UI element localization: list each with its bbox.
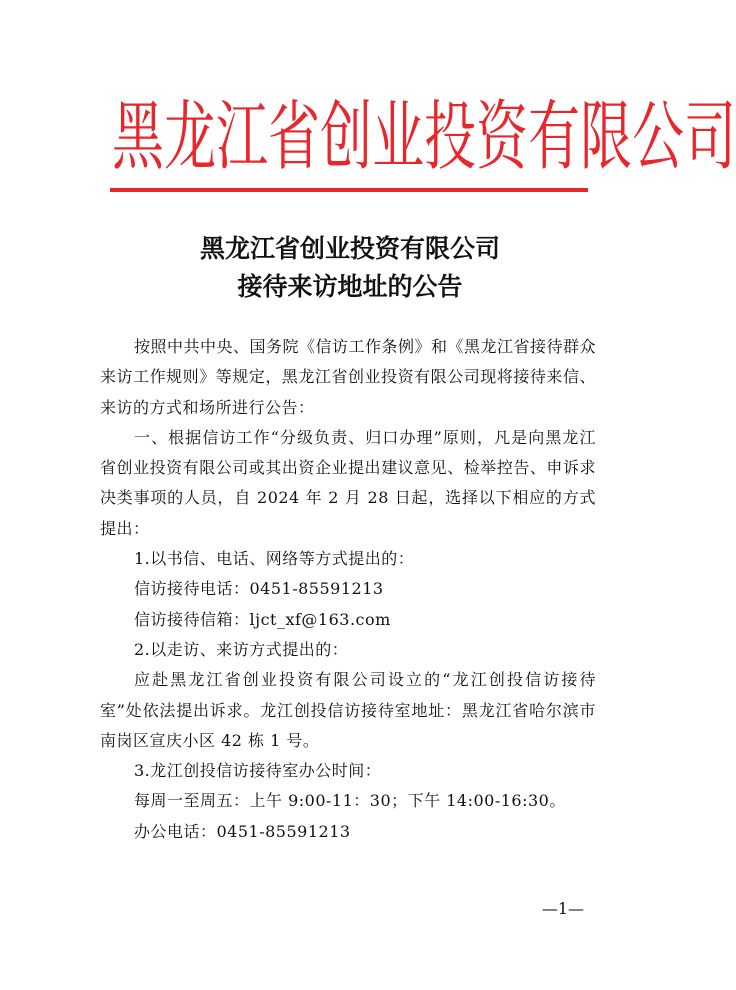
principle-paragraph: 一、根据信访工作“分级负责、归口办理”原则，凡是向黑龙江省创业投资有限公司或其出资企业提出建议意见、检举控告、申诉求决类事项的人员，自 2024 年 2 月 28 日起，选择以下相应的方式提出：	[100, 427, 596, 538]
item-3-heading: 3.龙江创投信访接待室办公时间：	[134, 761, 382, 781]
letterhead-char: 限	[580, 94, 633, 182]
letterhead-char: 黑	[112, 94, 165, 182]
document-title-line-2: 接待来访地址的公告	[237, 272, 463, 301]
letterhead-char: 创	[320, 94, 373, 182]
document-title-line-1: 黑龙江省创业投资有限公司	[199, 234, 500, 263]
letterhead-char: 业	[372, 94, 425, 182]
letterhead-char: 司	[684, 94, 736, 182]
letterhead-company-name	[112, 94, 736, 182]
office-hours-line: 每周一至周五：上午 9:00-11：30；下午 14:00-16:30。	[134, 791, 566, 811]
letterhead-char: 省	[268, 94, 321, 182]
visit-address-paragraph: 应赴黑龙江省创业投资有限公司设立的“龙江创投信访接待室”处依法提出诉求。龙江创投信访接待室地址：黑龙江省哈尔滨市南岗区宣庆小区 42 栋 1 号。	[100, 670, 596, 750]
item-2-heading: 2.以走访、来访方式提出的：	[134, 639, 349, 659]
letterhead-char: 江	[216, 94, 269, 182]
intro-paragraph: 按照中共中央、国务院《信访工作条例》和《黑龙江省接待群众来访工作规则》等规定，黑龙江省创业投资有限公司现将接待来信、来访的方式和场所进行公告：	[100, 337, 597, 417]
letterhead-char: 公	[632, 94, 685, 182]
letterhead-char: 资	[476, 94, 529, 182]
letterhead-char: 投	[424, 94, 477, 182]
reception-phone-line: 信访接待电话：0451-85591213	[134, 579, 384, 599]
reception-email-line: 信访接待信箱：ljct_xf@163.com	[134, 609, 391, 629]
office-phone-line: 办公电话：0451-85591213	[134, 821, 351, 841]
item-1-heading: 1.以书信、电话、网络等方式提出的：	[134, 549, 415, 569]
letterhead-red-rule	[110, 188, 588, 192]
letterhead-char: 有	[528, 94, 581, 182]
document-body	[100, 332, 596, 847]
page-number: —1—	[541, 899, 584, 918]
letterhead-char: 龙	[164, 94, 217, 182]
